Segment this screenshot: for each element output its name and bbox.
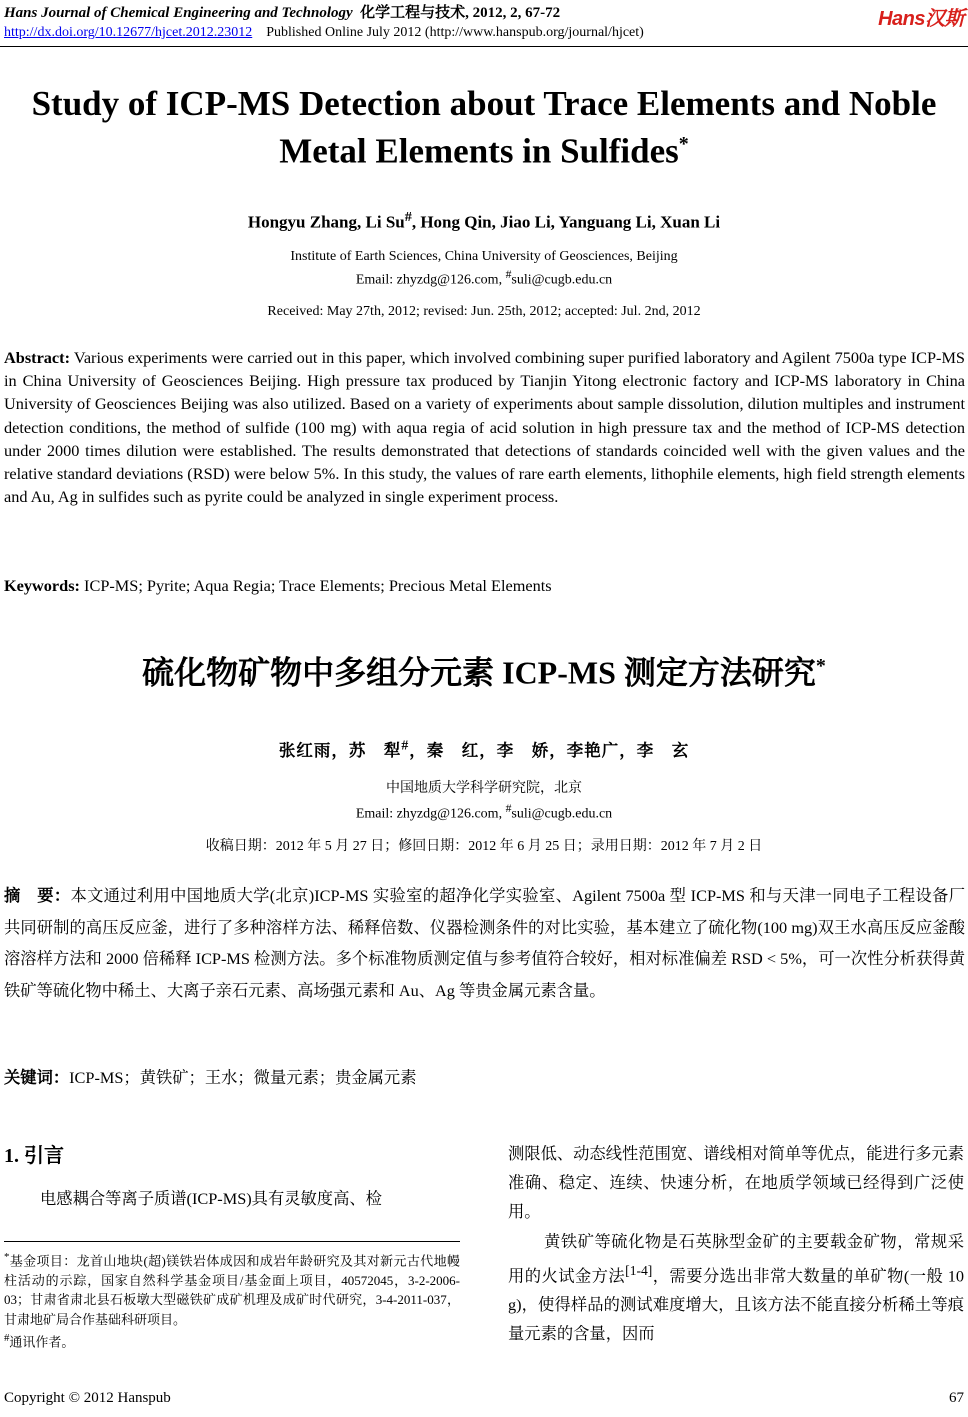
footnote-mark-fund: * [4,1251,10,1263]
keywords-cn-text: ICP-MS；黄铁矿；王水；微量元素；贵金属元素 [69,1068,417,1087]
title-cn-text: 硫化物矿物中多组分元素 ICP-MS 测定方法研究 [142,654,816,691]
abstract-en [4,346,965,508]
footnote [4,1248,460,1352]
keywords-en [4,576,552,596]
citation-1-4: [1-4] [625,1263,653,1278]
journal-header [4,4,560,22]
received-dates-en: Received: May 27th, 2012; revised: Jun. 25th, 2012; accepted: Jul. 2nd, 2012 [267,304,701,319]
paper-title-en [0,84,968,172]
abstract-cn [4,880,965,1006]
institute-cn: 中国地质大学科学研究院，北京 [386,781,582,796]
copyright: Copyright © 2012 Hanspub [4,1390,171,1406]
institute-en: Institute of Earth Sciences, China University of Geosciences, Beijing [290,249,678,264]
footnote-fund-text: 基金项目：龙首山地块(超)镁铁岩体成因和成岩年龄研究及其对新元古代地幔柱活动的示踪，国家自然科学基金项目/基金面上项目，40572045，3-2-2006-03；甘肃省肃北县石板墩大型磁铁矿成矿机理及成矿时代研究，3-4-2011-037，甘肃地矿局合作基础科研项目。 [4,1253,460,1327]
footnote-mark-corresponding: # [4,1332,10,1345]
title-line-2-text: Metal Elements in Sulfides [279,131,679,171]
email-en-second: suli@cugb.edu.cn [511,272,613,288]
keywords-en-text: ICP-MS; Pyrite; Aqua Regia; Trace Elements; Precious Metal Elements [79,576,552,595]
authors-cn-rest: ，秦 红，李 娇，李艳广，李 玄 [409,741,690,760]
intro-right-column [508,1139,964,1348]
intro-left-paragraph: 电感耦合等离子质谱(ICP-MS)具有灵敏度高、检 [40,1189,382,1208]
authors-en-rest: , Hong Qin, Jiao Li, Yanguang Li, Xuan Li [411,212,721,232]
paper-title-cn [0,644,968,695]
authors-cn-mark: # [401,737,410,753]
journal-name-en: Hans Journal of Chemical Engineering and Technology [4,5,353,21]
authors-cn-first: 张红雨，苏 犁 [278,741,402,760]
abstract-en-label: Abstract: [4,348,71,367]
authors-cn [0,737,968,761]
keywords-cn [4,1064,417,1088]
journal-name-cn: 化学工程与技术, 2012, 2, 67-72 [360,5,561,21]
doi-line [4,24,644,42]
para2-text-b: ，需要分选出非常大数量的单矿物(一般 10 g)，使得样品的测试难度增大，且该方法不能直接分析稀土等痕量元素的含量，因而 [508,1266,964,1344]
affiliation-en [0,248,968,290]
email-cn-prefix: Email: zhyzdg@126.com, [355,806,506,822]
abstract-cn-text: 本文通过利用中国地质大学(北京)ICP-MS 实验室的超净化学实验室、Agilent 7500a 型 ICP-MS 和与天津一同电子工程设备厂共同研制的高压反应釜，进行了多种溶样方法、稀释倍数、仪器检测条件的对比实验，基本建立了硫化物(100 mg)双王水高压反应釜酸溶溶样方法和 2000 倍稀释 ICP-MS 检测方法。多个标准物质测定值与参考值符合较好，相对标准偏差 RSD < 5%，可一次性分析获得黄铁矿等硫化物中稀土、大离子亲石元素、高场强元素和 Au、Ag 等贵金属元素含量。 [4,886,965,1000]
email-cn-second: suli@cugb.edu.cn [511,806,613,822]
published-online: Published Online July 2012 (http://www.hanspub.org/journal/hjcet) [266,25,644,40]
header-rule [0,46,968,47]
corresponding-mark: # [404,209,412,225]
intro-right-paragraph-1: 测限低、动态线性范围宽、谱线相对简单等优点，能进行多元素准确、稳定、连续、快速分析，在地质学领域已经得到广泛使用。 [508,1144,964,1221]
authors-en-first: Hongyu Zhang, Li Su [247,212,405,232]
title-line-1: Study of ICP-MS Detection about Trace Elements and Noble [31,84,937,123]
publisher-logo: Hans汉斯 [878,8,964,30]
footnote-rule [4,1241,460,1242]
email-en-mark: # [505,268,512,281]
email-cn-mark: # [505,802,512,815]
keywords-cn-label: 关键词： [4,1068,70,1087]
page-number: 67 [949,1390,964,1406]
section-heading-introduction: 1. 引言 [4,1145,64,1167]
authors-en [0,209,968,233]
email-cn [0,799,968,825]
footnote-corresponding-text: 通讯作者。 [9,1334,75,1350]
para2-text-a: 黄铁矿等硫化物是石英脉型金矿的主要载金矿物，常规采用的火试金方法 [508,1232,964,1286]
affiliation-cn [0,779,968,825]
abstract-en-text: Various experiments were carried out in this paper, which involved combining super purified laboratory and Agilent 7500a type ICP-MS in China University of Geosciences Beijing. High pressure tax produced by Tianjin Yitong electronic factory and ICP-MS laboratory in China University of Geosciences Beijing was also utilized. Based on a variety of experiments about sample dissolution, dilution multiples and instrument detection conditions, the method of sulfide (100 mg) with aqua regia of acid solution in high pressure tax and the method of ICP-MS detection under 2000 times dilution were established. The results demonstrated that detections of standards coincided well with the given values and the relative standard deviations (RSD) were below 5%. In this study, the values of rare earth elements, lithophile elements, high field strength elements and Au, Ag in sulfides such as pyrite could be analyzed in single experiment process. [4,348,965,507]
keywords-en-label: Keywords: [4,576,80,595]
title-cn-mark: * [815,655,826,677]
doi-link[interactable]: http://dx.doi.org/10.12677/hjcet.2012.23012 [4,25,253,40]
email-en [0,266,968,290]
abstract-cn-label: 摘 要： [4,886,71,905]
received-dates-cn: 收稿日期：2012 年 5 月 27 日；修回日期：2012 年 6 月 25 日；录用日期：2012 年 7 月 2 日 [205,839,763,854]
email-en-prefix: Email: zhyzdg@126.com, [355,272,506,288]
title-line-2 [0,124,968,172]
intro-right-paragraph-2 [508,1227,964,1348]
title-footnote-mark: * [678,133,689,155]
